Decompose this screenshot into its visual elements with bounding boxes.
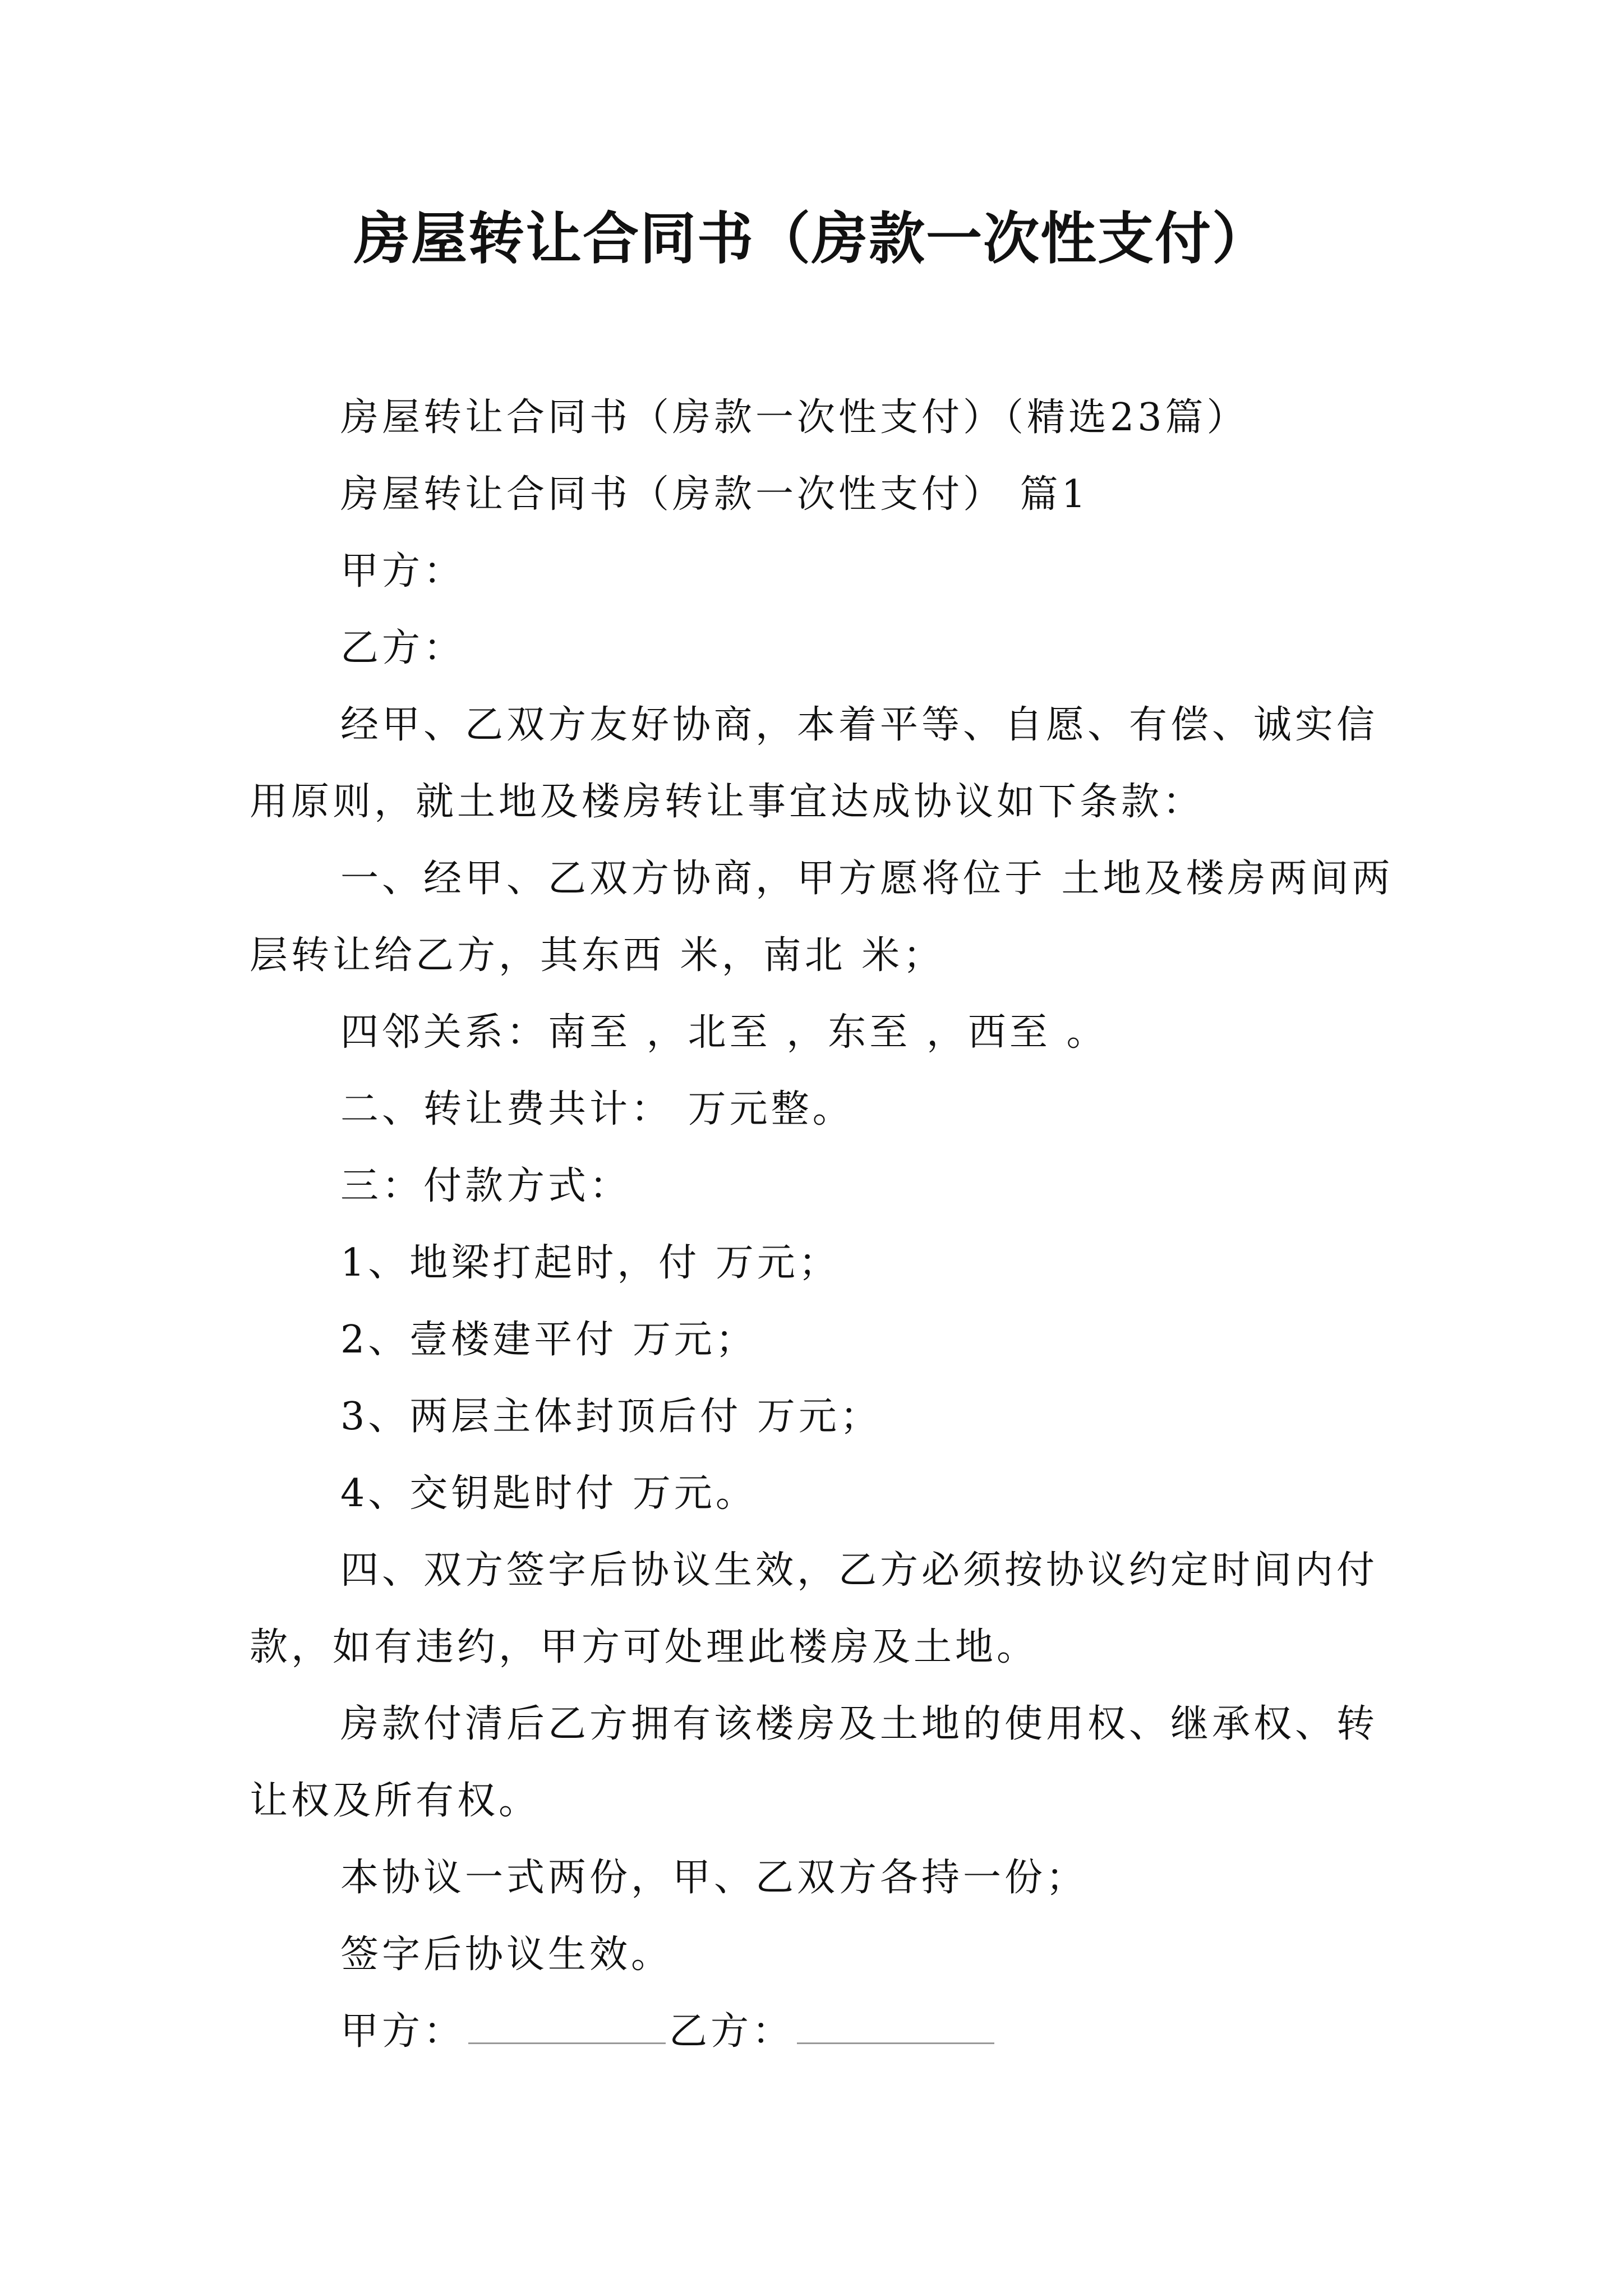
document-body <box>250 379 1405 2070</box>
copies-paragraph: 本协议一式两份，甲、乙双方各持一份； <box>340 1856 1088 1900</box>
document-title: 房屋转让合同书（房款一次性支付） <box>354 205 1269 272</box>
payment-item: 4、交钥匙时付 万元。 <box>340 1471 757 1516</box>
party-a-signature-label: 甲方： <box>340 2009 465 2054</box>
party-b-signature-blank <box>797 2039 994 2044</box>
effect-paragraph: 签字后协议生效。 <box>340 1932 673 1977</box>
payment-item: 1、地梁打起时，付 万元； <box>340 1241 840 1285</box>
clause-three-heading: 三：付款方式： <box>340 1164 631 1208</box>
section-heading: 房屋转让合同书（房款一次性支付） 篇1 <box>340 472 1089 517</box>
party-a-signature-blank <box>468 2039 666 2044</box>
preamble-paragraph: 经甲、乙双方友好协商，本着平等、自愿、有偿、诚实信用原则，就土地及楼房转让事宜达成协议如下条款： <box>250 703 1378 824</box>
party-b-signature-label: 乙方： <box>669 2009 794 2054</box>
subtitle-paragraph: 房屋转让合同书（房款一次性支付）（精选23篇） <box>340 395 1248 440</box>
boundaries-paragraph: 四邻关系：南至 ，北至 ，东至 ，西至 。 <box>340 1010 1108 1055</box>
payment-item: 3、两层主体封顶后付 万元； <box>340 1395 882 1439</box>
party-a-line: 甲方： <box>340 549 465 593</box>
party-b-line: 乙方： <box>340 626 465 670</box>
clause-two-paragraph: 二、转让费共计： 万元整。 <box>340 1087 854 1131</box>
clause-four-paragraph: 四、双方签字后协议生效，乙方必须按协议约定时间内付款，如有违约，甲方可处理此楼房及土地。 <box>250 1548 1378 1669</box>
payment-item: 2、壹楼建平付 万元； <box>340 1318 757 1362</box>
signature-line <box>250 1993 1405 2070</box>
rights-paragraph: 房款付清后乙方拥有该楼房及土地的使用权、继承权、转让权及所有权。 <box>250 1702 1378 1823</box>
clause-one-paragraph: 一、经甲、乙双方协商，甲方愿将位于 土地及楼房两间两层转让给乙方，其东西 米，南北 米； <box>250 857 1394 978</box>
